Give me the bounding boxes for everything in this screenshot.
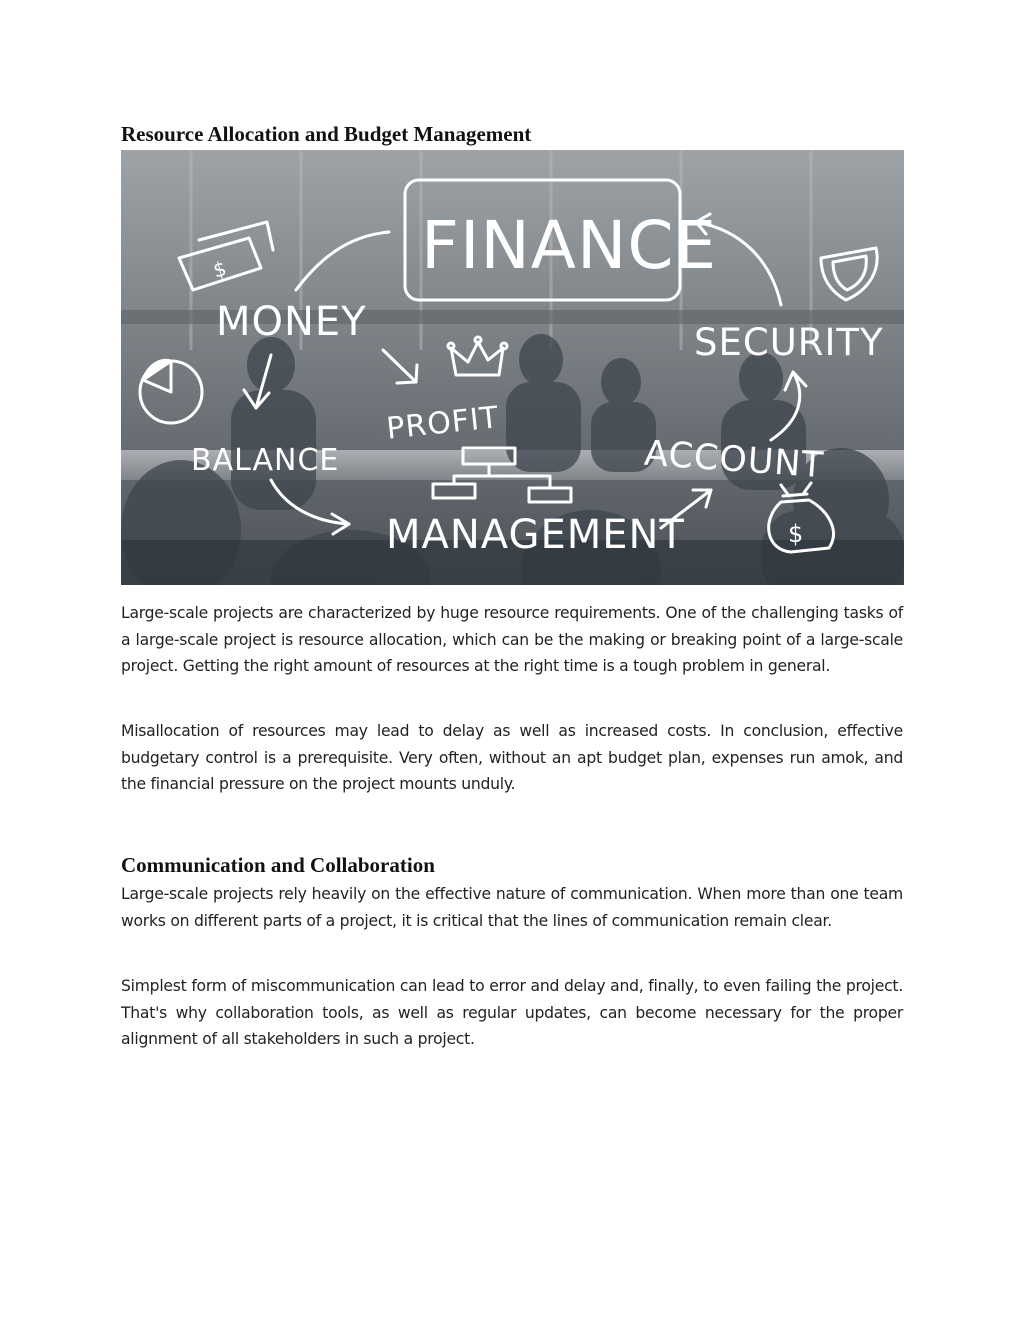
section-title-resource-allocation: Resource Allocation and Budget Management [121,122,532,146]
finance-word: FINANCE [421,207,718,284]
paragraph-miscommunication: Simplest form of miscommunication can lead to error and delay and, finally, to even failing the project. That's why collaboration tools, as well as regular updates, can become necessary for the proper alignment of all stakeholders in such a project. [121,977,903,1048]
paragraph-resource-requirements: Large-scale projects are characterized by huge resource requirements. One of the challenging tasks of a large-scale project is resource allocation, which can be the making or breaking point of a large-scale project. Getting the right amount of resources at the right time is a tough problem in general. [121,604,903,675]
account-word: ACCOUNT [642,433,826,487]
dollar-on-bag: $ [788,520,805,548]
paragraph-communication: Large-scale projects rely heavily on the effective nature of communication. When more than one team works on different parts of a project, it is critical that the lines of communication remain clear. [121,885,903,930]
profit-word: PROFIT [384,400,501,447]
management-word: MANAGEMENT [386,512,685,558]
section-title-communication: Communication and Collaboration [121,853,435,877]
dollar-on-banknote: $ [210,255,230,283]
balance-word: BALANCE [191,443,340,478]
security-word: SECURITY [694,321,884,364]
paragraph-misallocation: Misallocation of resources may lead to delay as well as increased costs. In conclusion, effective budgetary control is a prerequisite. Very often, without an apt budget plan, expenses run amok, and the financial pressure on the project mounts unduly. [121,722,903,793]
money-word: MONEY [216,299,367,345]
finance-concept-image [121,150,904,585]
